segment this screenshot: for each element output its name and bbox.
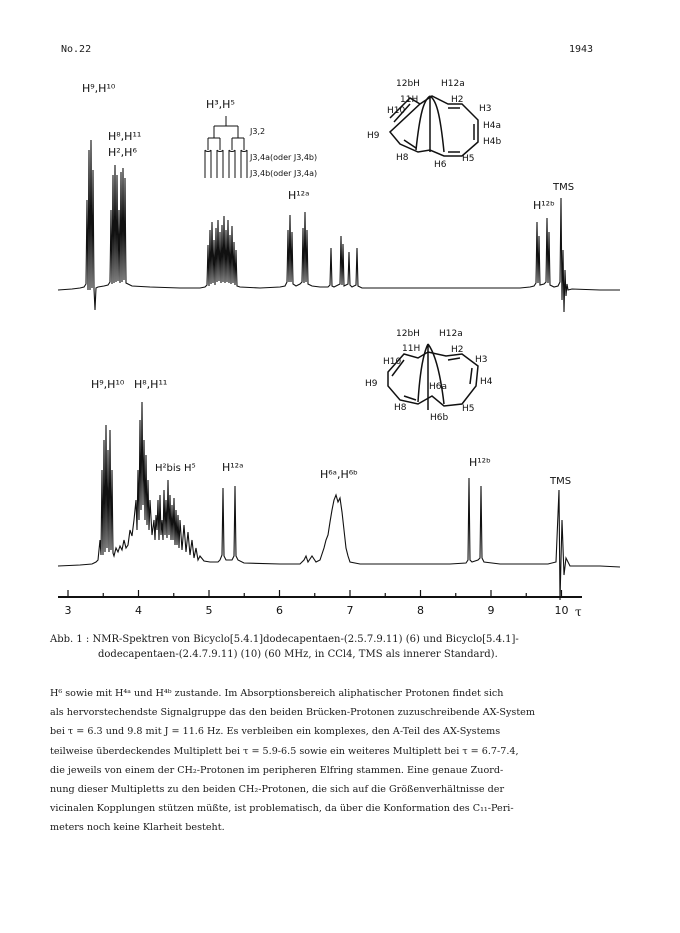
structure-2-label-h4: H4: [480, 377, 493, 387]
spectrum-2: [58, 378, 620, 600]
spectrum-2-label-h2-bis-h5: H²bis H⁵: [155, 463, 196, 474]
spectrum-1-label-h9-h10: H⁹,H¹⁰: [82, 82, 116, 95]
body-line-6: nung dieser Multipletts zu den beiden CH₂-Protonen, die sich auf die Größenverhältnisse der: [50, 784, 505, 796]
axis-tick-label: 10: [554, 604, 569, 617]
body-line-8: meters noch keine Klarheit besteht.: [50, 822, 225, 834]
structure-2-label-h12a: H12a: [439, 329, 463, 339]
figure-caption: [50, 632, 630, 662]
structure-1-label-h4b: H4b: [483, 137, 502, 147]
tau-axis: [58, 590, 582, 619]
axis-tick-label: 5: [205, 604, 213, 617]
structure-1-label-h12b: 12bH: [396, 79, 420, 89]
structure-2-label-h5: H5: [462, 404, 475, 414]
structure-1-label-h3: H3: [479, 104, 492, 114]
structure-2-label-h12b: 12bH: [396, 329, 420, 339]
structure-1-label-h6: H6: [434, 160, 447, 170]
body-line-1: H⁶ sowie mit H⁴ᵃ und H⁴ᵇ zustande. Im Absorptionsbereich aliphatischer Protonen findet sich: [50, 688, 504, 699]
structure-1: [390, 96, 478, 156]
axis-tau-label: τ: [575, 605, 582, 619]
spectrum-2-label-tms: TMS: [550, 476, 572, 487]
structure-2-label-h8: H8: [394, 403, 407, 413]
spectrum-1: [58, 82, 620, 312]
structure-1-label-h4a: H4a: [483, 121, 502, 131]
spectrum-1-trace: [58, 140, 620, 312]
axis-tick-label: 7: [346, 604, 354, 617]
spectrum-1-label-h2-h6: H²,H⁶: [108, 146, 137, 159]
spectrum-2-label-h12b: H¹²ᵇ: [469, 456, 491, 469]
caption-line-2: dodecapentaen-(2.4.7.9.11) (10) (60 MHz, in CCl4, TMS als innerer Standard).: [98, 649, 498, 660]
structure-2-label-h2: H2: [451, 345, 464, 355]
spectrum-2-label-h6a-h6b: H⁶ᵃ,H⁶ᵇ: [320, 468, 358, 481]
axis-tick-label: 4: [135, 604, 142, 617]
spectrum-1-label-h12a: H¹²ᵃ: [288, 189, 310, 202]
spectrum-2-label-h8-h11: H⁸,H¹¹: [134, 378, 168, 391]
spectrum-1-label-h12b: H¹²ᵇ: [533, 199, 555, 212]
structure-2-label-h6a: H6a: [429, 382, 448, 392]
structure-1-label-h2: H2: [451, 95, 464, 105]
structure-1-label-h5: H5: [462, 154, 475, 164]
caption-line-1: Abb. 1 : NMR-Spektren von Bicyclo[5.4.1]dodecapentaen-(2.5.7.9.11) (6) und Bicyclo[5.4.1]-: [50, 634, 519, 645]
structure-2-label-h10: H10: [383, 357, 402, 367]
spectrum-2-trace: [58, 402, 620, 600]
body-line-7: vicinalen Kopplungen stützen müßte, ist problematisch, da über die Konformation des C₁₁-Peri-: [50, 803, 514, 815]
structure-2-label-h6b: H6b: [430, 413, 449, 423]
spectrum-1-label-j32: J3,2: [250, 127, 266, 136]
structure-1-label-h8: H8: [396, 153, 409, 163]
spectrum-2-label-h9-h10: H⁹,H¹⁰: [91, 378, 125, 391]
body-line-5: die jeweils von einem der CH₂-Protonen im peripheren Elfring stammen. Eine genaue Zuord-: [50, 764, 504, 776]
structure-2-label-h3: H3: [475, 355, 488, 365]
body-line-4: teilweise überdeckendes Multiplett bei τ = 5.9-6.5 sowie ein weiteres Multiplett bei τ = 6.7-7.4,: [50, 745, 519, 757]
axis-tick-label: 6: [276, 604, 283, 617]
body-text: [50, 684, 635, 838]
spectrum-1-label-j34a: J3,4a(oder J3,4b): [250, 153, 318, 162]
page-number: 1943: [569, 44, 594, 55]
coupling-tree: [205, 116, 247, 178]
structure-1-label-h10: H10: [387, 106, 406, 116]
body-line-2: als hervorstechendste Signalgruppe das den beiden Brücken-Protonen zuzuschreibende AX-System: [50, 707, 535, 719]
axis-tick-label: 8: [417, 604, 424, 617]
axis-tick-label: 9: [487, 604, 495, 617]
structure-2-label-h11: 11H: [402, 344, 421, 354]
structure-1-label-h11: 11H: [400, 95, 419, 105]
spectrum-1-label-h3-h5: H³,H⁵: [206, 98, 235, 111]
spectrum-1-label-h8-h11: H⁸,H¹¹: [108, 130, 142, 143]
structure-1-label-h12a: H12a: [441, 79, 465, 89]
spectrum-1-label-j34b: J3,4b(oder J3,4a): [250, 169, 318, 178]
spectrum-2-label-h12a: H¹²ᵃ: [222, 461, 244, 474]
body-line-3: bei τ = 6.3 und 9.8 mit J = 11.6 Hz. Es verbleiben ein komplexes, den A-Teil des AX-Systems: [50, 726, 501, 738]
structure-1-label-h9: H9: [367, 131, 380, 141]
spectrum-1-label-tms: TMS: [553, 182, 575, 193]
structure-2-label-h9: H9: [365, 379, 378, 389]
axis-tick-label: 3: [64, 604, 72, 617]
journal-number: No.22: [61, 44, 92, 55]
